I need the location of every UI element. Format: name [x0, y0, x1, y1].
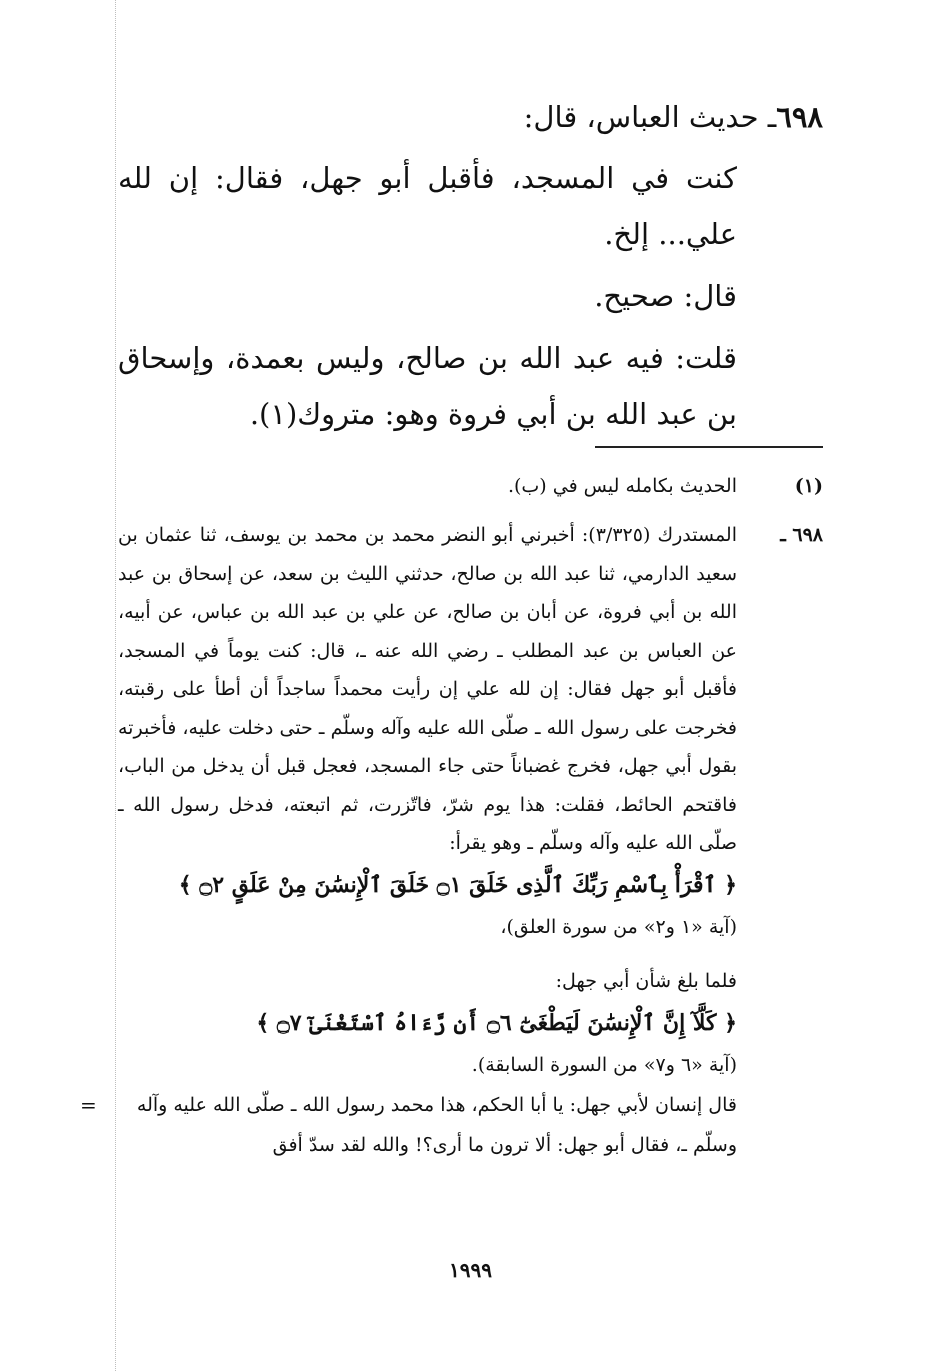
quran-verse-1-reference: (آية «١ و٢» من سورة العلق)، — [500, 915, 737, 938]
commentary-paragraph-3-text: قال إنسان لأبي جهل: يا أبا الحكم، هذا محمد رسول الله ـ صلّى الله عليه وآله وسلّم ـ، فقال أبو جهل: ألا ترون ما أرى؟! والله لقد سدّ أفق — [136, 1093, 737, 1156]
footnote-divider — [595, 446, 823, 448]
hadith-heading — [118, 88, 823, 146]
commentary-number: ٦٩٨ ـ — [780, 524, 823, 546]
commentary-paragraph-2: فلما بلغ شأن أبي جهل: — [555, 969, 737, 992]
hadith-main-text — [118, 88, 823, 442]
footnote-number: (١) — [794, 475, 823, 497]
page-number: ١٩٩٩ — [449, 1258, 492, 1282]
footnote-text: الحديث بكامله ليس في (ب). — [507, 475, 737, 497]
hadith-paragraph-2: قال: صحيح. — [594, 279, 737, 313]
footnote — [118, 468, 823, 504]
commentary-text: المستدرك (٣/٣٢٥): أخبرني أبو النضر محمد بن محمد بن يوسف، ثنا عثمان بن سعيد الدارمي، ثنا عبد الله بن صالح، حدثني الليث بن سعد، عن إسحاق بن عبد الله بن أبي فروة، عن أبان بن صالح، عن علي بن عبد الله بن عباس، عن أبيه، عن العباس بن عبد المطلب ـ رضي الله عنه ـ، قال: كنت يوماً في المسجد، فأقبل أبو جهل فقال: إن لله علي إن رأيت محمداً ساجداً أن أطأ على رقبته، فخرجت على رسول الله ـ صلّى الله عليه وآله وسلّم ـ حتى دخلت عليه، فأخبرته بقول أبي جهل، فخرج غضباناً حتى جاء المسجد، فعجل قبل أن يدخل من الباب، فاقتحم الحائط، فقلت: هذا يوم شرّ، فاتّزرت، ثم اتبعته، فدخل رسول الله ـ صلّى الله عليه وآله وسلّم ـ وهو يقرأ: — [118, 524, 737, 854]
hadith-title: ـ حديث العباس، قال: — [523, 100, 777, 134]
hadith-paragraph-3: قلت: فيه عبد الله بن صالح، وليس بعمدة، وإسحاق بن عبد الله بن أبي فروة وهو: متروك(١). — [118, 341, 737, 431]
commentary-section — [80, 516, 823, 1165]
quran-verse-1: ﴿ ٱقْرَأْ بِٱسْمِ رَبِّكَ ٱلَّذِى خَلَقَ ۝١ خَلَقَ ٱلْإِنسَٰنَ مِنْ عَلَقٍ ۝٢ ﴾ — [178, 871, 737, 898]
quran-verse-2-reference: (آية «٦ و٧» من السورة السابقة). — [471, 1053, 737, 1076]
margin-dotted-line — [115, 0, 116, 1371]
quran-verse-2: ﴿ كَلَّآ إِنَّ ٱلْإِنسَٰنَ لَيَطْغَىٰٓ ۝٦ أَن رَّءَاهُ ٱسْتَغْنَىٰٓ ۝٧ ﴾ — [256, 1009, 737, 1036]
book-page — [80, 0, 823, 1371]
hadith-paragraph-1: كنت في المسجد، فأقبل أبو جهل، فقال: إن لله علي... إلخ. — [118, 161, 737, 251]
commentary-paragraph-3 — [80, 1085, 737, 1165]
continuation-mark: = — [80, 1092, 97, 1117]
hadith-number: ٦٩٨ — [776, 100, 823, 134]
